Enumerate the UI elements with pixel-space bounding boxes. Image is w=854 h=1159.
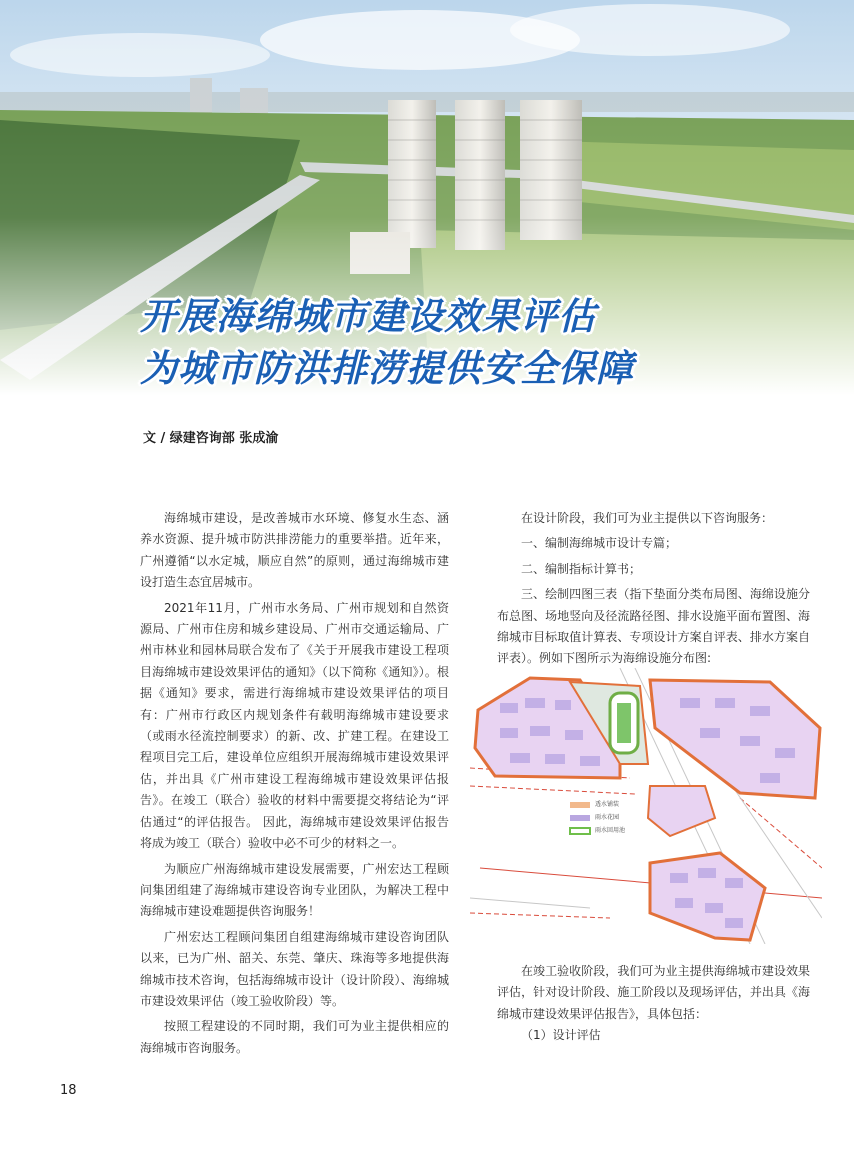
- left-column: [140, 508, 449, 1063]
- paragraph: 2021年11月，广州市水务局、广州市规划和自然资源局、广州市住房和城乡建设局、广州市交通运输局、广州市林业和园林局联合发布了《关于开展我市建设工程项目海绵城市建设效果评估的通知》（以下简称《通知》）。根据《通知》要求，需进行海绵城市建设效果评估的项目有：广州市行政区内规划条件有载明海绵城市建设要求（或雨水径流控制要求）的新、改、扩建工程。在建设工程项目完工后，建设单位应组织开展海绵城市建设效果评估，并出具《广州市建设工程海绵城市建设效果评估报告》。在竣工（联合）验收的材料中需要提交将结论为“评估通过“的评估报告。 因此，海绵城市建设效果评估报告将成为竣工（联合）验收中必不可少的材料之一。: [140, 600, 449, 851]
- list-item: 三、绘制四图三表（指下垫面分类布局图、海绵设施分布总图、场地竖向及径流路径图、排水设施平面布置图、海绵城市目标取值计算表、专项设计方案自评表、排水方案自评表）。例如下图所示为海绵设施分布图:: [497, 587, 810, 666]
- paragraph: 海绵城市建设，是改善城市水环境、修复水生态、涵养水资源、提升城市防洪排涝能力的重要举措。近年来，广州遵循“以水定城，顺应自然”的原则，通过海绵城市建设打造生态宜居城市。: [140, 511, 449, 590]
- list-item: 一、编制海绵城市设计专篇；: [521, 536, 678, 551]
- paragraph: 按照工程建设的不同时期，我们可为业主提供相应的海绵城市咨询服务。: [140, 1019, 449, 1055]
- legend-label-rain-garden: 雨水花园: [595, 814, 620, 821]
- paragraph: 在竣工验收阶段，我们可为业主提供海绵城市建设效果评估，针对设计阶段、施工阶段以及现场评估，并出具《海绵城市建设效果评估报告》，具体包括：: [497, 964, 810, 1021]
- sponge-facility-site-plan: [470, 668, 822, 944]
- list-item: 二、编制指标计算书；: [521, 561, 642, 576]
- right-column-lower: [497, 961, 810, 1047]
- article-title-line2: 为城市防洪排涝提供安全保障: [140, 347, 634, 390]
- legend-label-rainwater-tank: 雨水回用池: [595, 827, 626, 834]
- list-item: （1）设计评估: [521, 1028, 601, 1043]
- author-byline: 文 / 绿建咨询部 张成渝: [143, 431, 279, 446]
- article-title-line1: 开展海绵城市建设效果评估: [140, 295, 596, 338]
- map-legend: [570, 802, 590, 834]
- legend-label-permeable-pavement: 透水铺装: [595, 801, 620, 808]
- page-number: 18: [60, 1083, 77, 1098]
- right-column: [497, 508, 810, 674]
- paragraph: 广州宏达工程顾问集团自组建海绵城市建设咨询团队以来，已为广州、韶关、东莞、肇庆、珠海等多地提供海绵城市技术咨询，包括海绵城市设计（设计阶段）、海绵城市建设效果评估（竣工验收阶段）等。: [140, 929, 449, 1008]
- paragraph: 为顺应广州海绵城市建设发展需要，广州宏达工程顾问集团组建了海绵城市建设咨询专业团队，为解决工程中海绵城市建设难题提供咨询服务！: [140, 861, 449, 919]
- paragraph: 在设计阶段，我们可为业主提供以下咨询服务：: [521, 511, 774, 525]
